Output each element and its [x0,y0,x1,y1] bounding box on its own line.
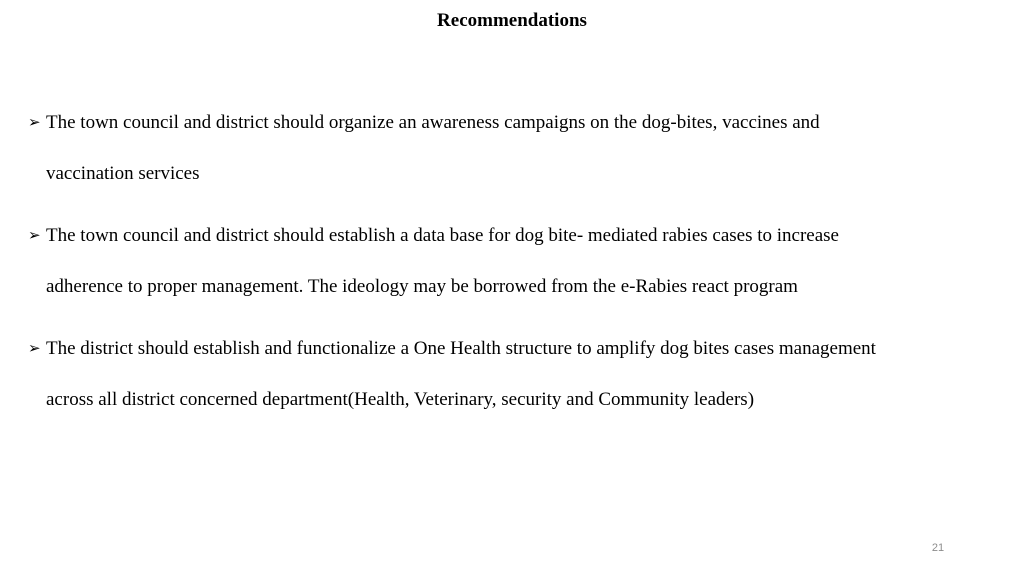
list-item [28,323,1008,425]
arrowhead-bullet-icon: ➢ [28,113,41,131]
list-item [28,210,1008,312]
slide-title: Recommendations [437,10,587,31]
bullet-line-1: The town council and district should organize an awareness campaigns on the dog-bites, vaccines and [46,112,820,133]
bullet-line-2: across all district concerned department(Health, Veterinary, security and Community leaders) [46,389,755,410]
bullet-line-1: The town council and district should establish a data base for dog bite- mediated rabies cases to increase [46,225,839,246]
arrowhead-bullet-icon: ➢ [28,226,41,244]
bullet-line-2: vaccination services [46,163,200,184]
bullet-line-1: The district should establish and functionalize a One Health structure to amplify dog bites cases management [46,338,876,359]
page-number: 21 [931,542,945,554]
recommendations-list [28,97,1008,436]
arrowhead-bullet-icon: ➢ [28,339,41,357]
bullet-line-2: adherence to proper management. The ideology may be borrowed from the e-Rabies react program [46,276,798,297]
list-item [28,97,1008,199]
